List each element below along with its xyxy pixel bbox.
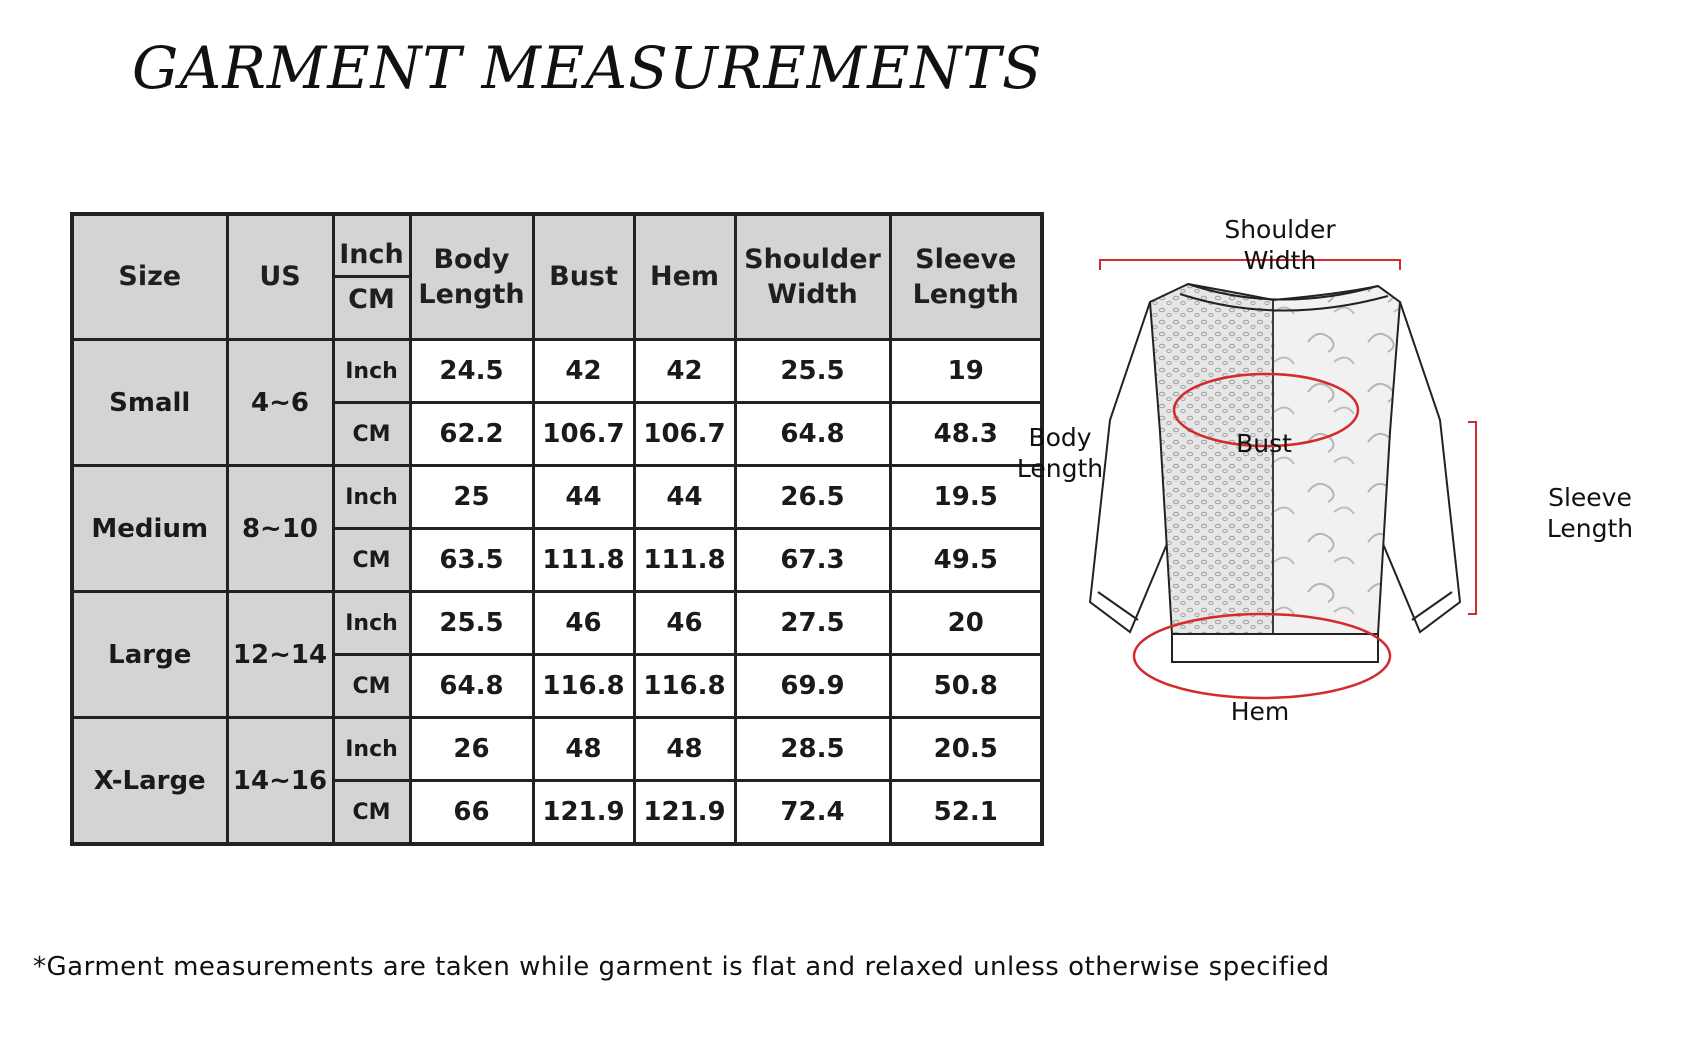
hem-cell: 48 <box>634 718 735 781</box>
size-chart-table <box>70 212 1044 846</box>
sleeve-length-label <box>1538 482 1642 544</box>
us-size-cell: 14~16 <box>227 718 333 845</box>
body-length-cell: 24.5 <box>410 340 533 403</box>
bust-cell: 106.7 <box>533 403 634 466</box>
header-shoulder-width-line2: Width <box>767 279 858 310</box>
shoulder-width-cell: 27.5 <box>735 592 890 655</box>
unit-cell: CM <box>333 655 410 718</box>
body-length-cell: 63.5 <box>410 529 533 592</box>
shoulder-width-label-line1: Shoulder <box>1224 215 1336 244</box>
unit-cell: Inch <box>333 466 410 529</box>
sleeve-length-cell: 20.5 <box>890 718 1042 781</box>
hem-cell: 121.9 <box>634 781 735 845</box>
body-length-cell: 25 <box>410 466 533 529</box>
body-length-cell: 25.5 <box>410 592 533 655</box>
right-body-panel <box>1273 286 1400 634</box>
hem-cell: 44 <box>634 466 735 529</box>
shoulder-width-cell: 25.5 <box>735 340 890 403</box>
shoulder-width-label-line2: Width <box>1243 246 1317 275</box>
shoulder-width-cell: 67.3 <box>735 529 890 592</box>
us-size-cell: 12~14 <box>227 592 333 718</box>
hem-cell: 106.7 <box>634 403 735 466</box>
bust-cell: 46 <box>533 592 634 655</box>
shoulder-width-cell: 72.4 <box>735 781 890 845</box>
left-body-panel <box>1150 284 1273 634</box>
hem-cell: 46 <box>634 592 735 655</box>
bust-cell: 111.8 <box>533 529 634 592</box>
header-unit <box>333 214 410 340</box>
header-body-length-line2: Length <box>418 279 525 310</box>
header-us: US <box>227 214 333 340</box>
header-unit-inch: Inch <box>335 237 409 277</box>
unit-cell: Inch <box>333 592 410 655</box>
body-length-cell: 64.8 <box>410 655 533 718</box>
sleeve-length-guide <box>1468 422 1476 614</box>
bust-cell: 44 <box>533 466 634 529</box>
table-row <box>72 592 1042 655</box>
footnote: *Garment measurements are taken while garment is flat and relaxed unless otherwise specified <box>33 952 1330 982</box>
table-row <box>72 340 1042 403</box>
header-size: Size <box>72 214 227 340</box>
header-bust: Bust <box>533 214 634 340</box>
page-title: GARMENT MEASUREMENTS <box>132 34 1043 102</box>
body-length-cell: 66 <box>410 781 533 845</box>
unit-cell: CM <box>333 781 410 845</box>
unit-cell: Inch <box>333 340 410 403</box>
header-sleeve-length-line2: Length <box>912 279 1019 310</box>
bust-cell: 116.8 <box>533 655 634 718</box>
shoulder-width-cell: 69.9 <box>735 655 890 718</box>
header-hem: Hem <box>634 214 735 340</box>
sleeve-length-cell: 48.3 <box>890 403 1042 466</box>
sleeve-length-cell: 52.1 <box>890 781 1042 845</box>
garment-diagram <box>1016 215 1680 782</box>
header-body-length <box>410 214 533 340</box>
header-sleeve-length <box>890 214 1042 340</box>
shoulder-width-cell: 26.5 <box>735 466 890 529</box>
body-length-cell: 62.2 <box>410 403 533 466</box>
header-unit-cm: CM <box>348 283 395 315</box>
header-sleeve-length-line1: Sleeve <box>915 243 1017 275</box>
body-length-cell: 26 <box>410 718 533 781</box>
shoulder-width-cell: 28.5 <box>735 718 890 781</box>
bust-cell: 121.9 <box>533 781 634 845</box>
unit-cell: CM <box>333 403 410 466</box>
shoulder-width-label <box>1220 214 1340 276</box>
table-row <box>72 466 1042 529</box>
table-body <box>72 340 1042 845</box>
hem-label: Hem <box>1230 697 1290 726</box>
header-shoulder-width-line1: Shoulder <box>744 243 881 275</box>
sleeve-length-label-line1: Sleeve <box>1548 483 1632 512</box>
unit-cell: Inch <box>333 718 410 781</box>
bust-cell: 48 <box>533 718 634 781</box>
bust-cell: 42 <box>533 340 634 403</box>
table-header <box>72 214 1042 340</box>
sleeve-length-label-line2: Length <box>1546 514 1634 543</box>
body-length-label-line2: Length <box>1016 454 1104 483</box>
hem-cell: 116.8 <box>634 655 735 718</box>
header-shoulder-width <box>735 214 890 340</box>
us-size-cell: 8~10 <box>227 466 333 592</box>
table-row <box>72 718 1042 781</box>
shoulder-width-cell: 64.8 <box>735 403 890 466</box>
body-length-label-line1: Body <box>1028 423 1092 452</box>
size-cell: X-Large <box>72 718 227 845</box>
unit-cell: CM <box>333 529 410 592</box>
body-length-label <box>1008 422 1112 484</box>
hem-cell: 111.8 <box>634 529 735 592</box>
sleeve-length-cell: 19 <box>890 340 1042 403</box>
sleeve-length-cell: 50.8 <box>890 655 1042 718</box>
header-body-length-line1: Body <box>433 243 510 275</box>
size-cell: Small <box>72 340 227 466</box>
sleeve-length-cell: 19.5 <box>890 466 1042 529</box>
us-size-cell: 4~6 <box>227 340 333 466</box>
hem-band <box>1172 634 1378 662</box>
sleeve-length-cell: 20 <box>890 592 1042 655</box>
sleeve-length-cell: 49.5 <box>890 529 1042 592</box>
hem-cell: 42 <box>634 340 735 403</box>
size-cell: Large <box>72 592 227 718</box>
size-cell: Medium <box>72 466 227 592</box>
bust-label: Bust <box>1236 429 1292 458</box>
